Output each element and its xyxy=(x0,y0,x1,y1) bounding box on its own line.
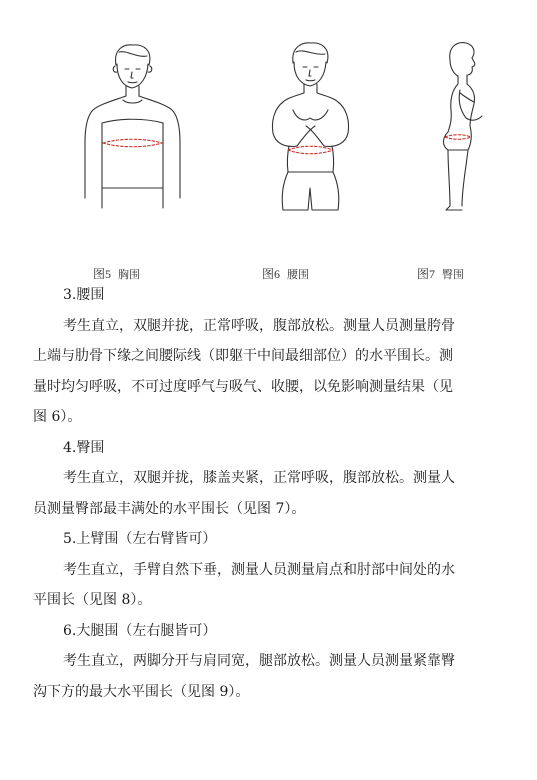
section-heading-upper-arm: 5.上臂围（左右臂皆可） xyxy=(63,531,217,547)
paragraph-line: 平围长（见图 8）。 xyxy=(33,592,152,608)
section-heading-waist: 3.腰围 xyxy=(63,287,105,303)
figure-7-label: 臀围 xyxy=(442,268,465,281)
paragraph-line: 考生直立，两脚分开与肩同宽，腿部放松。测量人员测量紧靠臀 xyxy=(63,653,455,669)
paragraph-line: 员测量臀部最丰满处的水平围长（见图 7）。 xyxy=(33,500,306,517)
figure-7-number: 图7 xyxy=(417,267,436,281)
paragraph-line: 上端与肋骨下缘之间腰际线（即躯干中间最细部位）的水平围长。测 xyxy=(33,348,453,364)
figure-7-caption xyxy=(410,252,464,282)
document-body xyxy=(33,280,505,707)
figure-6-number: 图6 xyxy=(262,267,281,281)
section-heading-thigh: 6.大腿围（左右腿皆可） xyxy=(63,622,217,639)
figure-6-label: 腰围 xyxy=(287,268,310,281)
figure-5-number: 图5 xyxy=(93,267,112,281)
figure-5-caption xyxy=(86,252,140,282)
paragraph-line: 沟下方的最大水平围长（见图 9）。 xyxy=(33,683,250,700)
paragraph-line: 考生直立，双腿并拢，膝盖夹紧，正常呼吸，腹部放松。测量人 xyxy=(63,470,455,486)
figure-5-label: 胸围 xyxy=(118,268,141,281)
paragraph-line: 图 6）。 xyxy=(33,409,82,425)
paragraph-line: 量时均匀呼吸，不可过度呼气与吸气、收腰，以免影响测量结果（见 xyxy=(33,378,453,395)
paragraph-line: 考生直立，双腿并拢，正常呼吸，腹部放松。测量人员测量胯骨 xyxy=(63,317,455,334)
waist-measurement-figure xyxy=(253,38,368,218)
paragraph-line: 考生直立，手臂自然下垂，测量人员测量肩点和肘部中间处的水 xyxy=(63,561,455,578)
figure-6-caption xyxy=(255,252,309,282)
hip-measurement-figure xyxy=(420,38,500,218)
section-heading-hip: 4.臀围 xyxy=(63,439,105,456)
chest-measurement-figure xyxy=(75,38,190,218)
figure-row xyxy=(0,0,537,230)
